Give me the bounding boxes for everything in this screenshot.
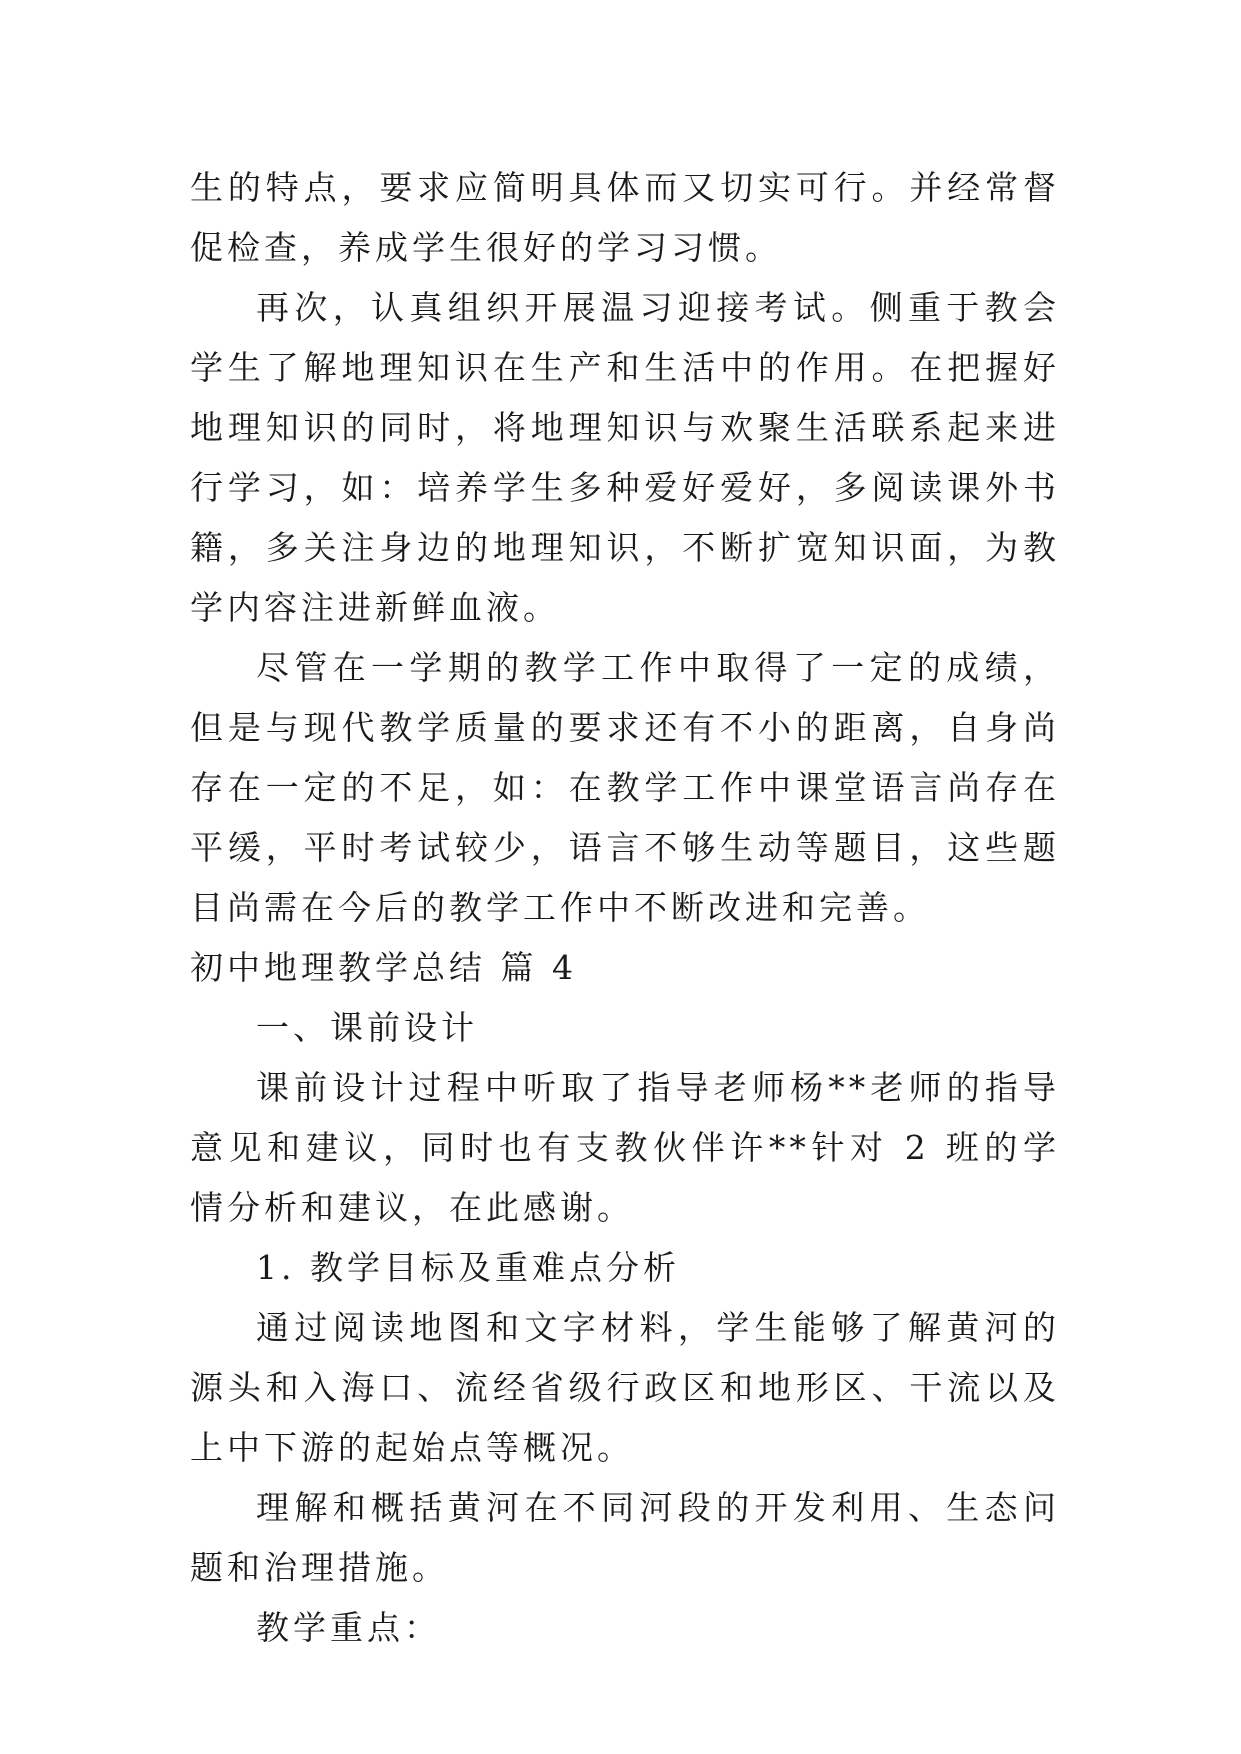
label-key-points: 教学重点： [256,1608,441,1647]
paragraph-shortcomings: 尽管在一学期的教学工作中取得了一定的成绩，但是与现代教学质量的要求还有不小的距离，自身尚存在一定的不足，如：在教学工作中课堂语言尚存在平缓，平时考试较少，语言不够生动等题目，这些题目尚需在今后的教学工作中不断改进和完善。 [190,648,1060,927]
paragraph-acknowledgement: 课前设计过程中听取了指导老师杨**老师的指导意见和建议，同时也有支教伙伴许**针对 2 班的学情分析和建议，在此感谢。 [190,1068,1060,1227]
paragraph-objective-1: 通过阅读地图和文字材料，学生能够了解黄河的源头和入海口、流经省级行政区和地形区、干流以及上中下游的起始点等概况。 [190,1308,1060,1467]
section-title: 初中地理教学总结 篇 4 [190,948,577,987]
paragraph-review-exam: 再次，认真组织开展温习迎接考试。侧重于教会学生了解地理知识在生产和生活中的作用。在把握好地理知识的同时，将地理知识与欢聚生活联系起来进行学习，如：培养学生多种爱好爱好，多阅读课外书籍，多关注身边的地理知识，不断扩宽知识面，为教学内容注进新鲜血液。 [190,288,1060,627]
subheading-lesson-design: 一、课前设计 [256,1008,478,1047]
paragraph-objective-2: 理解和概括黄河在不同河段的开发利用、生态问题和治理措施。 [190,1488,1060,1587]
paragraph-continuation: 生的特点，要求应简明具体而又切实可行。并经常督促检查，养成学生很好的学习习惯。 [190,168,1060,267]
subheading-objectives: 1. 教学目标及重难点分析 [256,1248,680,1287]
document-body [190,158,1060,1658]
